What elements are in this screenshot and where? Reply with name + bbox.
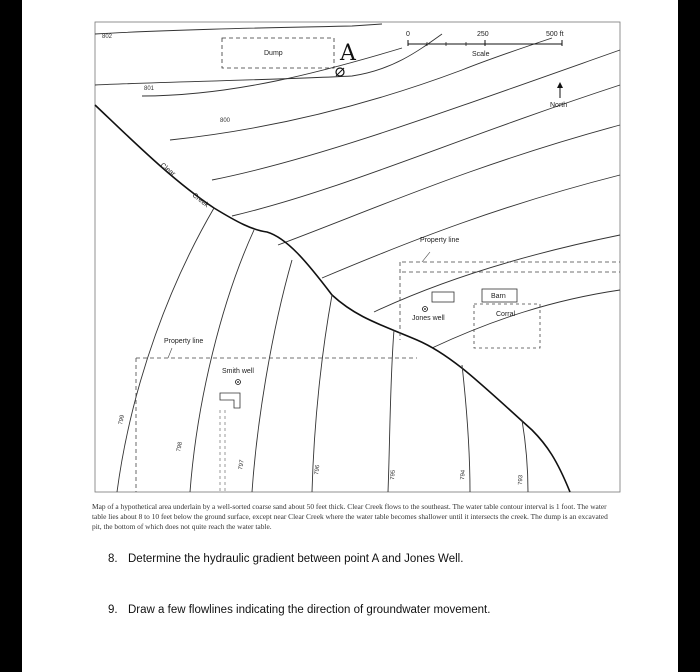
contour-797-left bbox=[278, 125, 620, 245]
contour-label-801: 801 bbox=[144, 86, 155, 92]
contour-label-800: 800 bbox=[220, 118, 231, 124]
question-text: Determine the hydraulic gradient between point A and Jones Well. bbox=[128, 553, 464, 565]
creek-label-clear: Clear bbox=[158, 162, 177, 178]
contour-label-799: 799 bbox=[118, 414, 127, 426]
contour-label-794: 794 bbox=[460, 469, 467, 481]
map-caption: Map of a hypothetical area underlain by a well-sorted coarse sand about 50 feet thick. Clear Creek flows to the southeast. The water table contour interval is 1 foot. The water table lies about 8 to 10 feet below the ground surface, except near Clear Creek where the water table becomes shallower until it intersects the creek. The dump is an excavated pit, the bottom of which does not quite reach the water table. bbox=[92, 502, 608, 531]
scale-500-label: 500 ft bbox=[546, 31, 564, 38]
contour-label-796: 796 bbox=[314, 464, 322, 476]
contour-798-lower bbox=[190, 230, 254, 492]
groundwater-map bbox=[22, 0, 678, 500]
north-arrow-icon bbox=[557, 82, 563, 88]
question-number: 9. bbox=[108, 604, 118, 616]
contour-800-left bbox=[170, 38, 552, 140]
jones-well-center bbox=[424, 308, 426, 310]
barn-label: Barn bbox=[491, 293, 506, 300]
north-label: North bbox=[550, 102, 568, 109]
contour-796-left bbox=[322, 175, 620, 278]
creek-label-creek: Creek bbox=[190, 192, 210, 210]
question-number: 8. bbox=[108, 553, 118, 565]
scale-bar bbox=[408, 40, 562, 46]
contour-label-797: 797 bbox=[238, 459, 246, 471]
contour-label-795: 795 bbox=[390, 469, 397, 481]
question-text: Draw a few flowlines indicating the direction of groundwater movement. bbox=[128, 604, 491, 616]
house-building bbox=[432, 292, 454, 302]
property-line-top-leader bbox=[422, 252, 430, 262]
question-8 bbox=[108, 553, 463, 565]
contour-796-lower bbox=[312, 295, 332, 492]
contour-799-lower bbox=[117, 208, 214, 492]
worksheet-page bbox=[22, 0, 678, 672]
contour-801-left bbox=[95, 34, 442, 85]
scale-250-label: 250 bbox=[477, 31, 489, 38]
contour-797-lower bbox=[252, 260, 292, 492]
map-frame bbox=[95, 22, 620, 492]
property-line-top-label: Property line bbox=[420, 237, 460, 244]
corral-label: Corral bbox=[496, 311, 516, 318]
contour-799-left bbox=[212, 50, 620, 180]
dump-label: Dump bbox=[264, 50, 283, 57]
smith-house-building bbox=[220, 393, 240, 408]
point-a-label: A bbox=[340, 41, 356, 66]
scale-0-label: 0 bbox=[406, 31, 410, 38]
scale-title: Scale bbox=[472, 51, 490, 58]
contour-label-802: 802 bbox=[102, 34, 113, 40]
contour-794-left bbox=[432, 290, 620, 348]
contour-802 bbox=[95, 24, 382, 34]
smith-well-label: Smith well bbox=[222, 368, 254, 375]
contour-label-793: 793 bbox=[518, 474, 525, 486]
question-9 bbox=[108, 604, 490, 616]
contour-795-lower bbox=[388, 330, 394, 492]
contour-label-798: 798 bbox=[176, 441, 185, 453]
smith-well-center bbox=[237, 381, 239, 383]
property-line-left-label: Property line bbox=[164, 338, 204, 345]
jones-well-label: Jones well bbox=[412, 315, 445, 322]
property-line-left-leader bbox=[168, 348, 172, 358]
